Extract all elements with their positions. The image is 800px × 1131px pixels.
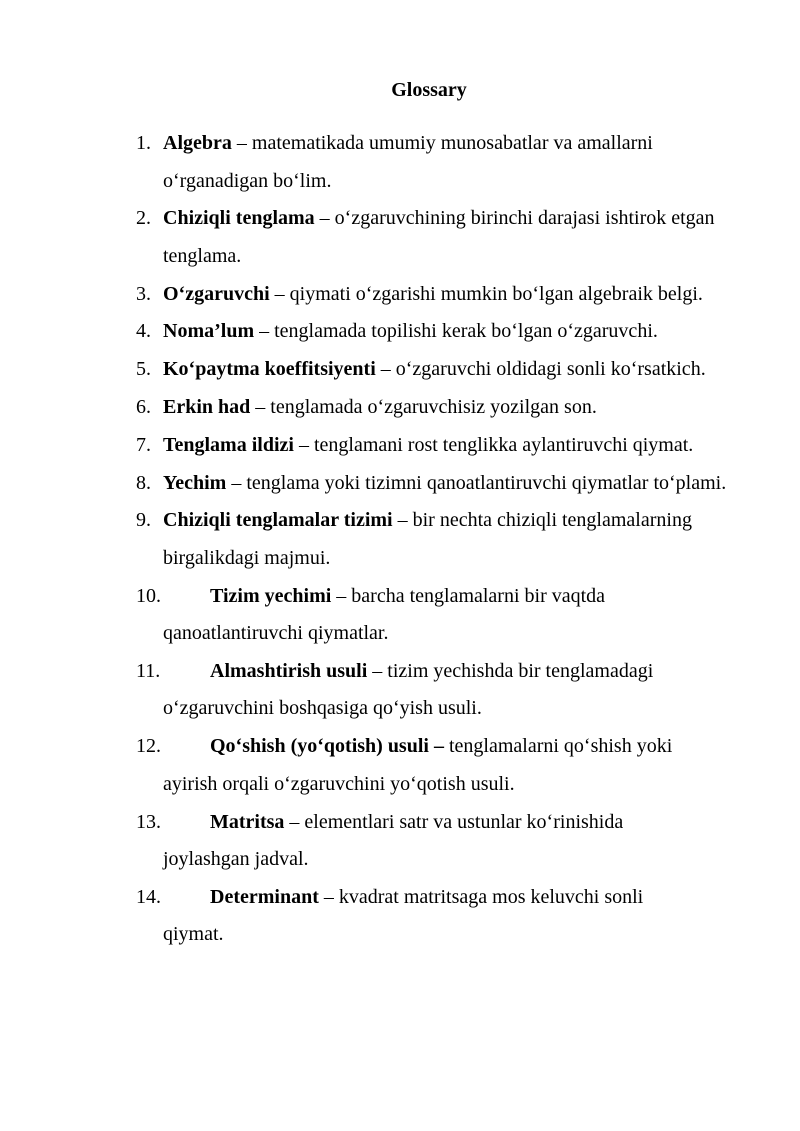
entry-number: 5. [136, 358, 151, 381]
glossary-entry [0, 351, 800, 389]
entry-separator: – [375, 358, 396, 381]
entry-number: 12. [136, 735, 161, 758]
entry-continuation: qiymat. [163, 923, 224, 946]
entry-number: 8. [136, 471, 151, 494]
entry-separator: – [367, 659, 388, 682]
entry-continuation: o‘zgaruvchini boshqasiga qo‘yish usuli. [163, 697, 482, 720]
entry-first-line [163, 653, 760, 691]
entry-definition: tenglamalarni qo‘shish yoki [448, 735, 673, 758]
glossary-list [0, 125, 800, 954]
entry-definition: kvadrat matritsaga mos keluvchi sonli [338, 885, 644, 908]
entry-number: 13. [136, 810, 161, 833]
entry-separator: – [269, 282, 290, 305]
entry-continuation: qanoatlantiruvchi qiymatlar. [163, 622, 389, 645]
entry-first-line [163, 578, 760, 616]
entry-definition: tenglamada o‘zgaruvchisiz yozilgan son. [270, 395, 597, 418]
entry-separator: – [254, 320, 275, 343]
entry-separator: – [293, 433, 314, 456]
entry-definition: matematikada umumiy munosabatlar va amallarni o‘rganadigan bo‘lim. [163, 132, 653, 192]
entry-number: 3. [136, 282, 151, 305]
entry-definition: o‘zgaruvchi oldidagi sonli ko‘rsatkich. [395, 358, 706, 381]
glossary-entry [0, 804, 800, 879]
entry-number: 1. [136, 132, 151, 154]
entry-separator: – [250, 395, 271, 418]
entry-term: Qo‘shish (yo‘qotish) usuli – [210, 735, 444, 758]
entry-definition: qiymati o‘zgarishi mumkin bo‘lgan algebraik belgi. [289, 282, 703, 305]
entry-definition: bir nechta chiziqli tenglamalarning birgalikdagi majmui. [163, 509, 692, 569]
entry-definition: tenglamani rost tenglikka aylantiruvchi qiymat. [313, 433, 694, 456]
glossary-entry [0, 276, 800, 314]
entry-term: O‘zgaruvchi [163, 282, 270, 305]
page-title: Glossary [391, 79, 467, 101]
entry-continuation: ayirish orqali o‘zgaruvchini yo‘qotish usuli. [163, 772, 515, 795]
glossary-entry [0, 578, 800, 653]
entry-first-line [163, 728, 760, 766]
entry-term: Algebra [163, 132, 232, 154]
entry-term: Tenglama ildizi [163, 433, 294, 456]
entry-definition: tenglamada topilishi kerak bo‘lgan o‘zgaruvchi. [274, 320, 658, 343]
glossary-entry [0, 653, 800, 728]
glossary-entry [0, 427, 800, 465]
entry-number: 2. [136, 207, 151, 230]
glossary-entry [0, 200, 800, 275]
entry-first-line [163, 879, 760, 917]
glossary-entry [0, 125, 800, 200]
entry-term: Chiziqli tenglamalar tizimi [163, 509, 393, 532]
entry-term: Chiziqli tenglama [163, 207, 315, 230]
entry-term: Ko‘paytma koeffitsiyenti [163, 358, 376, 381]
entry-first-line [163, 804, 760, 842]
entry-number: 10. [136, 584, 161, 607]
entry-term: Determinant [210, 885, 319, 908]
glossary-entry [0, 389, 800, 427]
entry-term: Tizim yechimi [210, 584, 332, 607]
entry-term: Matritsa [210, 810, 285, 833]
entry-term: Erkin had [163, 395, 251, 418]
glossary-entry [0, 879, 800, 954]
entry-definition: elementlari satr va ustunlar ko‘rinishida [304, 810, 624, 833]
entry-separator: – [231, 132, 252, 154]
entry-definition: tenglama yoki tizimni qanoatlantiruvchi qiymatlar to‘plami. [246, 471, 727, 494]
entry-number: 6. [136, 395, 151, 418]
entry-number: 14. [136, 885, 161, 908]
glossary-entry [0, 313, 800, 351]
entry-number: 11. [136, 659, 161, 682]
entry-term: Noma’lum [163, 320, 255, 343]
entry-continuation: joylashgan jadval. [163, 848, 309, 871]
entry-separator: – [318, 885, 339, 908]
entry-term: Yechim [163, 471, 227, 494]
entry-definition: tizim yechishda bir tenglamadagi [387, 659, 654, 682]
glossary-entry [0, 728, 800, 803]
glossary-entry [0, 502, 800, 577]
glossary-entry [0, 465, 800, 503]
entry-separator: – [392, 509, 413, 532]
entry-definition: o‘zgaruvchining birinchi darajasi ishtirok etgan tenglama. [163, 207, 715, 267]
entry-term: Almashtirish usuli [210, 659, 368, 682]
entry-separator: – [284, 810, 305, 833]
entry-separator: – [226, 471, 247, 494]
entry-separator: – [314, 207, 335, 230]
entry-definition: barcha tenglamalarni bir vaqtda [351, 584, 606, 607]
entry-number: 7. [136, 433, 151, 456]
entry-number: 4. [136, 320, 151, 343]
entry-number: 9. [136, 509, 151, 532]
entry-separator: – [331, 584, 352, 607]
